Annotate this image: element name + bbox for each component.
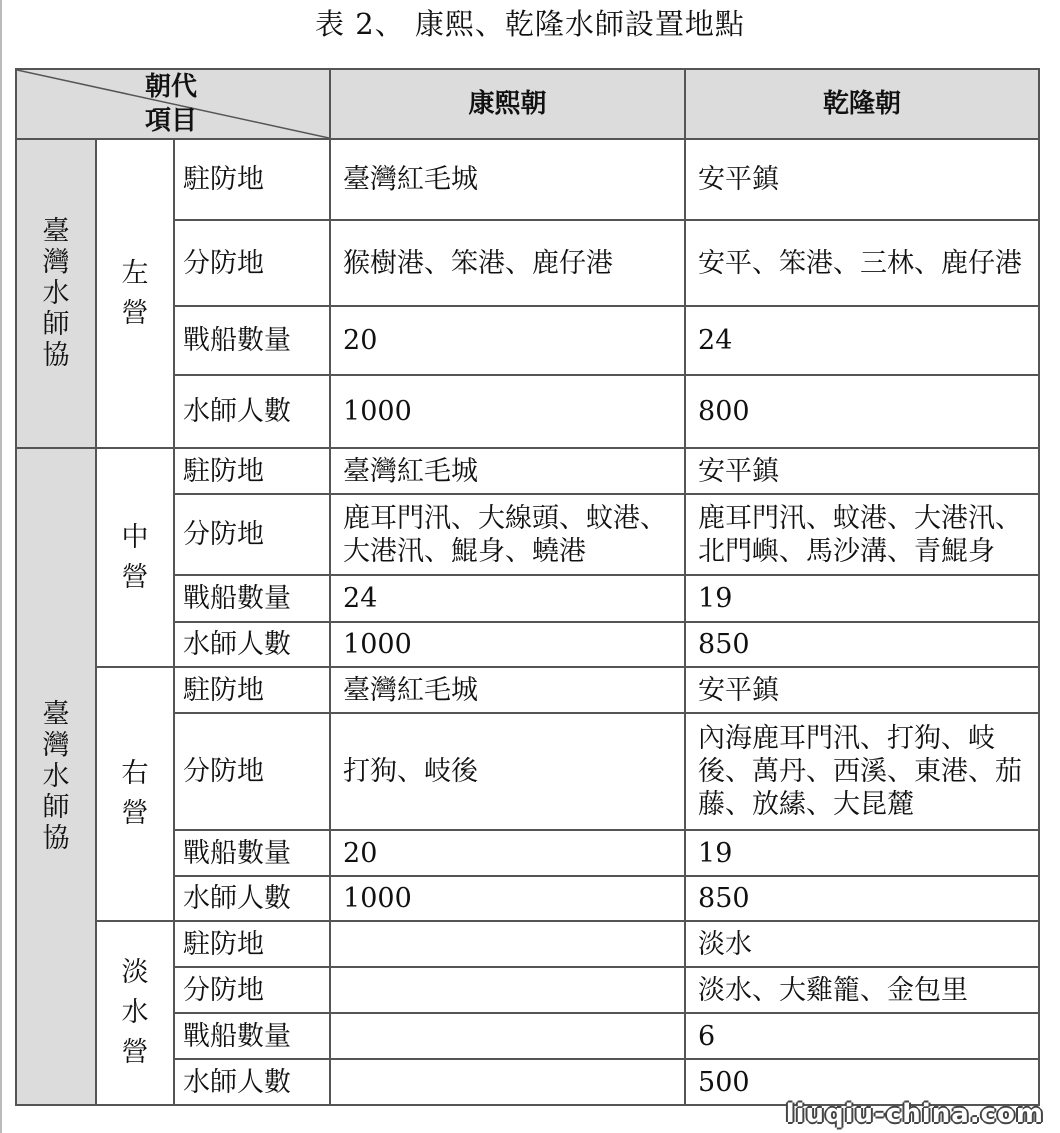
- header-row: [16, 69, 1039, 139]
- table-row: [16, 921, 1039, 967]
- item-cell: 戰船數量: [174, 306, 330, 375]
- item-cell: 戰船數量: [174, 1013, 330, 1059]
- kangxi-cell: 鹿耳門汛、大線頭、蚊港、大港汛、鯤身、蟯港: [330, 494, 685, 575]
- table-caption: 表 2、 康熙、乾隆水師設置地點: [315, 7, 745, 41]
- kangxi-cell: 猴樹港、笨港、鹿仔港: [330, 220, 685, 306]
- qianlong-cell: 19: [685, 575, 1039, 622]
- qianlong-cell: 6: [685, 1013, 1039, 1059]
- kangxi-cell: 臺灣紅毛城: [330, 139, 685, 220]
- kangxi-cell: 1000: [330, 622, 685, 667]
- item-cell: 戰船數量: [174, 575, 330, 622]
- qianlong-cell: 鹿耳門汛、蚊港、大港汛、北門嶼、馬沙溝、青鯤身: [685, 494, 1039, 575]
- item-cell: 分防地: [174, 713, 330, 830]
- qianlong-cell: 內海鹿耳門汛、打狗、岐後、萬丹、西溪、東港、茄藤、放縤、大昆麓: [685, 713, 1039, 830]
- kangxi-cell: 1000: [330, 375, 685, 448]
- unit-label: 淡水營: [96, 921, 174, 1105]
- kangxi-cell: 臺灣紅毛城: [330, 667, 685, 713]
- item-cell: 分防地: [174, 967, 330, 1013]
- item-cell: 駐防地: [174, 921, 330, 967]
- kangxi-header: 康熙朝: [330, 69, 685, 139]
- kangxi-cell: 20: [330, 830, 685, 876]
- qianlong-cell: 500: [685, 1059, 1039, 1105]
- qianlong-cell: 850: [685, 622, 1039, 667]
- kangxi-cell: [330, 921, 685, 967]
- kangxi-cell: 24: [330, 575, 685, 622]
- qianlong-cell: 24: [685, 306, 1039, 375]
- unit-label: 右營: [96, 667, 174, 921]
- qianlong-cell: 安平鎮: [685, 667, 1039, 713]
- kangxi-cell: [330, 967, 685, 1013]
- page-edge: [0, 0, 2, 1133]
- table-row: [16, 667, 1039, 713]
- kangxi-cell: 20: [330, 306, 685, 375]
- item-cell: 水師人數: [174, 375, 330, 448]
- item-label: 項目: [145, 106, 198, 136]
- qianlong-header: 乾隆朝: [685, 69, 1039, 139]
- unit-label: 中營: [96, 448, 174, 667]
- kangxi-cell: 臺灣紅毛城: [330, 448, 685, 494]
- watermark: liuqiu-china.com: [785, 1099, 1044, 1129]
- item-cell: 水師人數: [174, 876, 330, 921]
- item-cell: 駐防地: [174, 448, 330, 494]
- diagonal-header-cell: [16, 69, 330, 139]
- kangxi-cell: [330, 1013, 685, 1059]
- table-row: [16, 139, 1039, 220]
- group-label: 臺灣水師協: [16, 139, 96, 448]
- dynasty-label: 朝代: [145, 72, 198, 102]
- group-label: 臺灣水師協: [16, 448, 96, 1105]
- qianlong-cell: 19: [685, 830, 1039, 876]
- item-cell: 分防地: [174, 494, 330, 575]
- qianlong-cell: 安平鎮: [685, 448, 1039, 494]
- item-cell: 水師人數: [174, 1059, 330, 1105]
- kangxi-cell: 1000: [330, 876, 685, 921]
- unit-label: 左營: [96, 139, 174, 448]
- item-cell: 水師人數: [174, 622, 330, 667]
- item-cell: 戰船數量: [174, 830, 330, 876]
- kangxi-cell: 打狗、岐後: [330, 713, 685, 830]
- qianlong-cell: 淡水: [685, 921, 1039, 967]
- qianlong-cell: 淡水、大雞籠、金包里: [685, 967, 1039, 1013]
- table-row: [16, 448, 1039, 494]
- qianlong-cell: 安平鎮: [685, 139, 1039, 220]
- garrison-table: [15, 68, 1040, 1106]
- qianlong-cell: 800: [685, 375, 1039, 448]
- qianlong-cell: 安平、笨港、三林、鹿仔港: [685, 220, 1039, 306]
- item-cell: 駐防地: [174, 667, 330, 713]
- item-cell: 駐防地: [174, 139, 330, 220]
- qianlong-cell: 850: [685, 876, 1039, 921]
- kangxi-cell: [330, 1059, 685, 1105]
- item-cell: 分防地: [174, 220, 330, 306]
